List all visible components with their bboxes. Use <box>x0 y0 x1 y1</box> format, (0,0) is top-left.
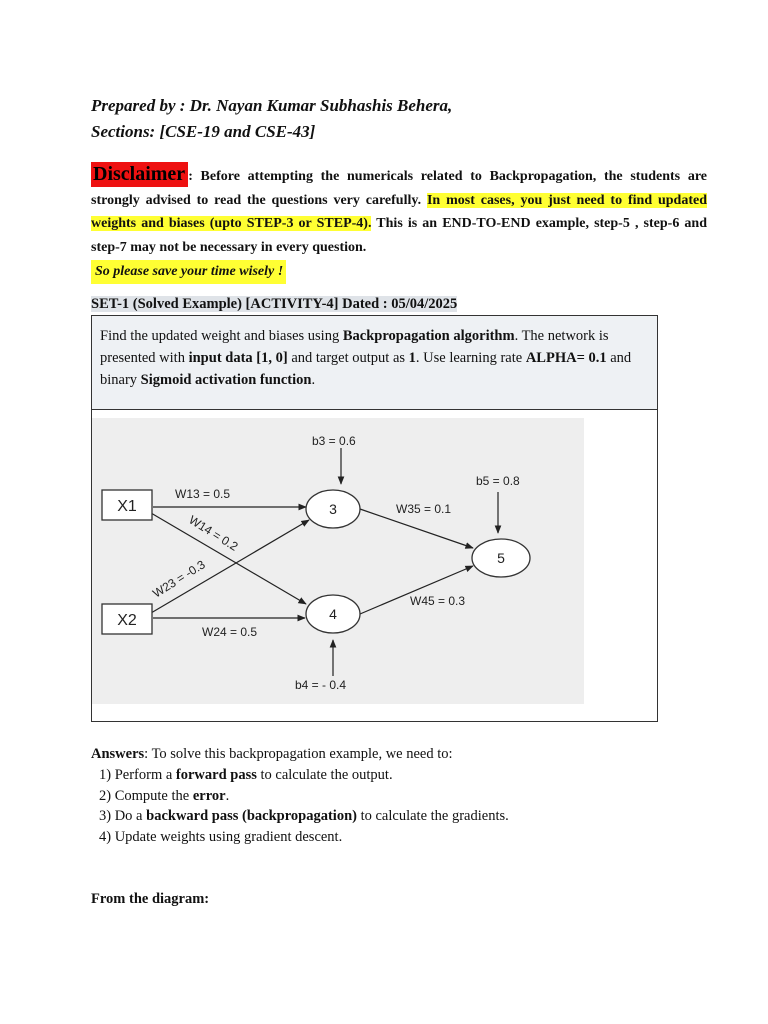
step-bold: backward pass (backpropagation) <box>146 808 357 825</box>
disclaimer-text-a: : Before attempting the numericals related to Backpropagation, the students are strongly advised to read the questions very carefully. <box>91 169 707 208</box>
answer-step-3 <box>91 806 691 827</box>
disclaimer-text-b: This is an END-TO-END example, step-5 , step-6 and step-7 may not be necessary in every question. <box>91 216 707 255</box>
answer-step-4: 4) Update weights using gradient descent. <box>99 829 343 846</box>
neural-network-diagram <box>92 418 584 704</box>
question-bold: input data [1, 0] <box>188 350 288 366</box>
step-text: 2) Compute the <box>99 787 193 804</box>
save-time-note: So please save your time wisely ! <box>91 260 286 284</box>
step-text: 1) Perform a <box>99 766 176 783</box>
answers-label: Answers <box>91 746 145 762</box>
set-title <box>91 296 457 313</box>
question-part: and target output as <box>287 350 409 366</box>
question-part: . <box>311 372 316 388</box>
answers-intro <box>91 744 691 765</box>
question-bold: ALPHA= 0.1 <box>525 350 607 366</box>
weight-w45-label: W45 = 0.3 <box>410 594 466 608</box>
edge-x1-4 <box>151 513 306 604</box>
bias-b5-label: b5 = 0.8 <box>476 474 520 488</box>
answers-section <box>91 744 691 848</box>
input-label-x2: X2 <box>117 612 137 629</box>
question-box <box>91 315 658 722</box>
question-part: . Use learning rate <box>415 350 526 366</box>
neuron-5-label: 5 <box>497 550 505 566</box>
bias-b4-label: b4 = - 0.4 <box>295 678 347 692</box>
question-text <box>92 316 657 410</box>
set-title-text: SET-1 (Solved Example) [ACTIVITY-4] Dated : 05/04/2025 <box>91 296 458 312</box>
weight-w24-label: W24 = 0.5 <box>202 625 258 639</box>
disclaimer-label: Disclaimer <box>91 162 188 187</box>
question-part: Find the updated weight and biases using <box>100 328 343 344</box>
input-label-x1: X1 <box>117 498 137 515</box>
answers-intro-text: : To solve this backpropagation example, we need to: <box>144 746 453 762</box>
answer-step-1 <box>91 765 691 786</box>
neuron-3-label: 3 <box>329 501 337 517</box>
step-text: to calculate the gradients. <box>356 808 509 825</box>
network-svg <box>92 418 584 704</box>
prepared-by-line: Prepared by : Dr. Nayan Kumar Subhashis Behera, <box>91 96 453 115</box>
bias-b3-label: b3 = 0.6 <box>312 434 356 448</box>
step-bold: error <box>192 787 226 804</box>
neuron-4-label: 4 <box>329 606 337 622</box>
prepared-by-header <box>91 93 452 145</box>
weight-w14-label: W14 = 0.2 <box>186 512 241 554</box>
answer-step-2 <box>91 786 691 807</box>
sections-line: Sections: [CSE-19 and CSE-43] <box>91 122 316 141</box>
question-part: and binary <box>100 350 632 388</box>
step-text: . <box>225 787 230 804</box>
weight-w13-label: W13 = 0.5 <box>175 487 231 501</box>
from-diagram-heading: From the diagram: <box>91 891 210 907</box>
step-bold: forward pass <box>175 766 257 783</box>
disclaimer-highlight: In most cases, you just need to find updated weights and biases (upto STEP-3 or STEP-4). <box>91 192 707 231</box>
step-text: to calculate the output. <box>256 766 393 783</box>
disclaimer-paragraph <box>91 163 707 284</box>
step-text: 3) Do a <box>99 808 147 825</box>
question-part: . The network is presented with <box>100 328 609 366</box>
weight-w35-label: W35 = 0.1 <box>396 502 452 516</box>
question-bold: 1 <box>408 350 416 366</box>
question-bold: Sigmoid activation function <box>140 372 312 388</box>
weight-w23-label: W23 = -0.3 <box>150 557 208 601</box>
edge-x2-3 <box>151 520 309 613</box>
question-bold: Backpropagation algorithm <box>342 328 515 344</box>
